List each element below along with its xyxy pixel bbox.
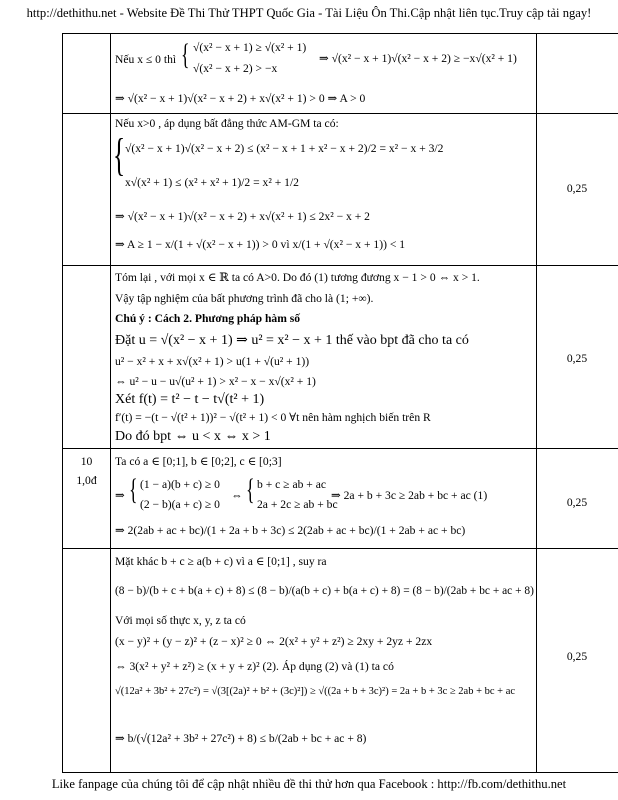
brace: { xyxy=(181,38,190,71)
math-line: Ta có a ∈ [0;1], b ∈ [0;2], c ∈ [0;3] xyxy=(115,455,282,468)
math-line: Xét f(t) = t² − t − t√(t² + 1) xyxy=(115,392,265,407)
score-cell: 0,25 xyxy=(566,650,588,663)
text-line: Vậy tập nghiệm của bất phương trình đã cho là (1; +∞). xyxy=(115,292,374,305)
math-line: ⇒ √(x² − x + 1)√(x² − x + 2) ≥ −x√(x² + 1) xyxy=(319,52,517,65)
math-line: ⇒ b/(√(12a² + 3b² + 27c²) + 8) ≤ b/(2ab + bc + ac + 8) xyxy=(115,732,367,745)
math-line: √(x² − x + 2) > −x xyxy=(193,62,278,75)
question-points: 1,0đ xyxy=(76,474,97,487)
brace: { xyxy=(246,473,255,506)
text-line: Chú ý : Cách 2. Phương pháp hàm số xyxy=(115,312,301,325)
solution-table xyxy=(62,33,618,773)
text-line: Nếu x>0 , áp dụng bất đẳng thức AM-GM ta có: xyxy=(115,117,339,130)
math-line: ⇒ A ≥ 1 − x/(1 + √(x² − x + 1)) > 0 vì x/(1 + √(x² − x + 1)) < 1 xyxy=(115,238,406,251)
math-line: (x − y)² + (y − z)² + (z − x)² ≥ 0 ⇔ 2(x² + y² + z²) ≥ 2xy + 2yz + 2zx xyxy=(115,635,433,648)
row-divider xyxy=(63,113,618,114)
math-line: f′(t) = −(t − √(t² + 1))² − √(t² + 1) < 0 ∀t nên hàm nghịch biến trên R xyxy=(115,411,431,424)
row-divider xyxy=(63,265,618,266)
math-line: ⇔ xyxy=(231,489,243,502)
math-line: (2 − b)(a + c) ≥ 0 xyxy=(140,498,220,511)
question-number: 10 xyxy=(80,455,93,468)
math-line: √(x² − x + 1) ≥ √(x² + 1) xyxy=(193,41,307,54)
math-line: x√(x² + 1) ≤ (x² + x² + 1)/2 = x² + 1/2 xyxy=(125,176,299,189)
math-line: ⇒ √(x² − x + 1)√(x² − x + 2) + x√(x² + 1) > 0 ⇒ A > 0 xyxy=(115,92,366,105)
score-cell: 0,25 xyxy=(566,496,588,509)
math-line: √(12a² + 3b² + 27c²) = √(3[(2a)² + b² + (3c)²]) ≥ √((2a + b + 3c)²) = 2a + b + 3c ≥ 2ab + bc + ac xyxy=(115,686,516,697)
math-line: (8 − b)/(b + c + b(a + c) + 8) ≤ (8 − b)/(a(b + c) + b(a + c) + 8) = (8 − b)/(2ab + bc + ac + 8) xyxy=(115,584,534,597)
math-line: ⇒ 2(2ab + ac + bc)/(1 + 2a + b + 3c) ≤ 2(2ab + ac + bc)/(1 + 2ab + ac + bc) xyxy=(115,524,466,537)
math-line: ⇔ 3(x² + y² + z²) ≥ (x + y + z)² (2). Áp dụng (2) và (1) ta có xyxy=(115,660,394,673)
text-line: Tóm lại , với mọi x ∈ ℝ ta có A>0. Do đó (1) tương đương x − 1 > 0 ⇔ x > 1. xyxy=(115,271,480,284)
math-line: Do đó bpt ⇔ u < x ⇔ x > 1 xyxy=(115,429,271,444)
score-cell: 0,25 xyxy=(566,352,588,365)
score-cell: 0,25 xyxy=(566,182,588,195)
text-line: Với mọi số thực x, y, z ta có xyxy=(115,614,246,627)
math-line: (1 − a)(b + c) ≥ 0 xyxy=(140,478,220,491)
math-line: Đặt u = √(x² − x + 1) ⇒ u² = x² − x + 1 thế vào bpt đã cho ta có xyxy=(115,333,469,348)
text-line: Nếu x ≤ 0 thì xyxy=(115,53,177,66)
math-line: 2a + 2c ≥ ab + bc xyxy=(257,498,338,511)
page-header: http://dethithu.net - Website Đề Thi Thử THPT Quốc Gia - Tài Liệu Ôn Thi.Cập nhật liên tục.Truy cập tải ngay! xyxy=(26,6,592,20)
math-line: b + c ≥ ab + ac xyxy=(257,478,327,491)
brace: { xyxy=(129,473,138,506)
row-divider xyxy=(63,448,618,449)
math-line: ⇔ u² − u − u√(u² + 1) > x² − x − x√(x² + 1) xyxy=(115,375,316,388)
math-line: ⇒ 2a + b + 3c ≥ 2ab + bc + ac (1) xyxy=(331,489,488,502)
brace: { xyxy=(113,129,126,180)
text-line: Mặt khác b + c ≥ a(b + c) vì a ∈ [0;1] , suy ra xyxy=(115,555,327,568)
column-divider xyxy=(110,34,111,772)
math-line: ⇒ xyxy=(115,489,125,502)
page-footer: Like fanpage của chúng tôi để cập nhật nhiều đề thi thử hơn qua Facebook : http://fb.com/dethithu.net xyxy=(51,777,567,791)
math-line: √(x² − x + 1)√(x² − x + 2) ≤ (x² − x + 1 + x² − x + 2)/2 = x² − x + 3/2 xyxy=(125,142,444,155)
math-line: ⇒ √(x² − x + 1)√(x² − x + 2) + x√(x² + 1) ≤ 2x² − x + 2 xyxy=(115,210,370,223)
math-line: u² − x² + x + x√(x² + 1) > u(1 + √(u² + 1)) xyxy=(115,355,310,368)
row-divider xyxy=(63,548,618,549)
